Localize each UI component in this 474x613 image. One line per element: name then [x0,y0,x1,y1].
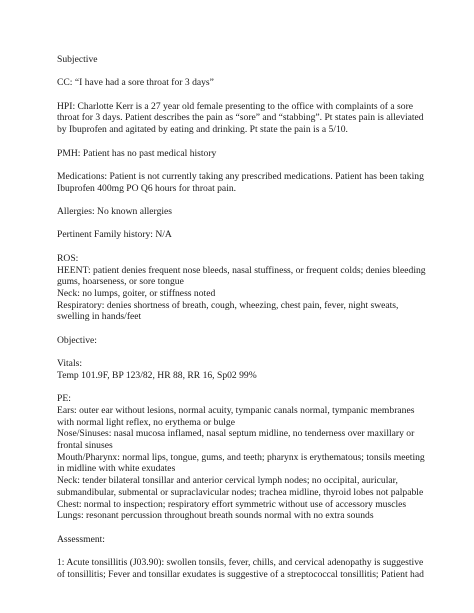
pmh-section [57,148,469,160]
physical-exam-line: submandibular, submental or supraclavicular nodes; trachea midline, thyroid lobes not palpable [57,486,424,498]
ros-line: Respiratory: denies shortness of breath, cough, wheezing, chest pain, fever, night sweats, [57,299,399,311]
assessment-1-line: 1: Acute tonsillitis (J03.90): swollen tonsils, fever, chills, and cervical adenopathy is suggestive [57,557,424,569]
chief-complaint-section [57,77,469,89]
allergies-line: Allergies: No known allergies [57,206,173,218]
subjective-heading-line: Subjective [57,54,98,65]
vitals-line: Vitals: [57,358,83,370]
allergies-section [57,206,469,218]
physical-exam-line: in midline with white exudates [57,463,176,475]
medications-section [57,171,469,194]
assessment-1-section [57,557,469,580]
objective-heading-line: Objective: [57,334,97,346]
objective-heading-section [57,335,469,347]
hpi-line: by Ibuprofen and agitated by eating and drinking. Pt state the pain is a 5/10. [57,124,348,136]
ros-line: gums, hoarseness, or sore tongue [57,276,184,288]
physical-exam-line: Ears: outer ear without lesions, normal acuity, tympanic canals normal, tympanic membranes [57,404,415,416]
chief-complaint-line: CC: “I have had a sore throat for 3 days” [57,77,214,89]
physical-exam-line: PE: [57,393,71,405]
document-body [57,54,469,592]
physical-exam-line: Nose/Sinuses: nasal mucosa inflamed, nasal septum midline, no tenderness over maxillary or [57,428,415,440]
vitals-line: Temp 101.9F, BP 123/82, HR 88, RR 16, Sp02 99% [57,369,257,381]
ros-section [57,253,469,323]
physical-exam-line: frontal sinuses [57,440,113,452]
family-history-line: Pertinent Family history: N/A [57,229,172,241]
vitals-section [57,358,469,381]
hpi-line: HPI: Charlotte Kerr is a 27 year old female presenting to the office with complaints of a sore [57,100,414,112]
physical-exam-line: with normal light reflex, no erythema or bulge [57,416,235,428]
medications-line: Ibuprofen 400mg PO Q6 hours for throat pain. [57,182,237,194]
physical-exam-line: Lungs: resonant percussion throughout breath sounds normal with no extra sounds [57,510,374,522]
medications-line: Medications: Patient is not currently taking any prescribed medications. Patient has been taking [57,170,424,182]
assessment-heading-section [57,534,469,546]
subjective-heading-section [57,54,469,66]
physical-exam-line: Chest: normal to inspection; respiratory effort symmetric without use of accessory muscles [57,498,407,510]
hpi-section [57,101,469,136]
physical-exam-section [57,393,469,522]
physical-exam-line: Mouth/Pharynx: normal lips, tongue, gums, and teeth; pharynx is erythematous; tonsils meeting [57,451,425,463]
pmh-line: PMH: Patient has no past medical history [57,147,217,159]
physical-exam-line: Neck: tender bilateral tonsillar and anterior cervical lymph nodes; no occipital, auricular, [57,475,398,487]
ros-line: swelling in hands/feet [57,311,142,323]
assessment-1-line: of tonsillitis; Fever and tonsillar exudates is suggestive of a streptococcal tonsillitis; Patient had [57,568,424,580]
ros-line: HEENT: patient denies frequent nose bleeds, nasal stuffiness, or frequent colds; denies bleeding [57,264,426,276]
ros-line: Neck: no lumps, goiter, or stiffness noted [57,287,216,299]
hpi-line: throat for 3 days. Patient describes the pain as “sore” and “stabbing”. Pt states pain is alleviated [57,112,424,124]
assessment-heading-line: Assessment: [57,533,105,545]
family-history-section [57,229,469,241]
ros-line: ROS: [57,252,79,264]
